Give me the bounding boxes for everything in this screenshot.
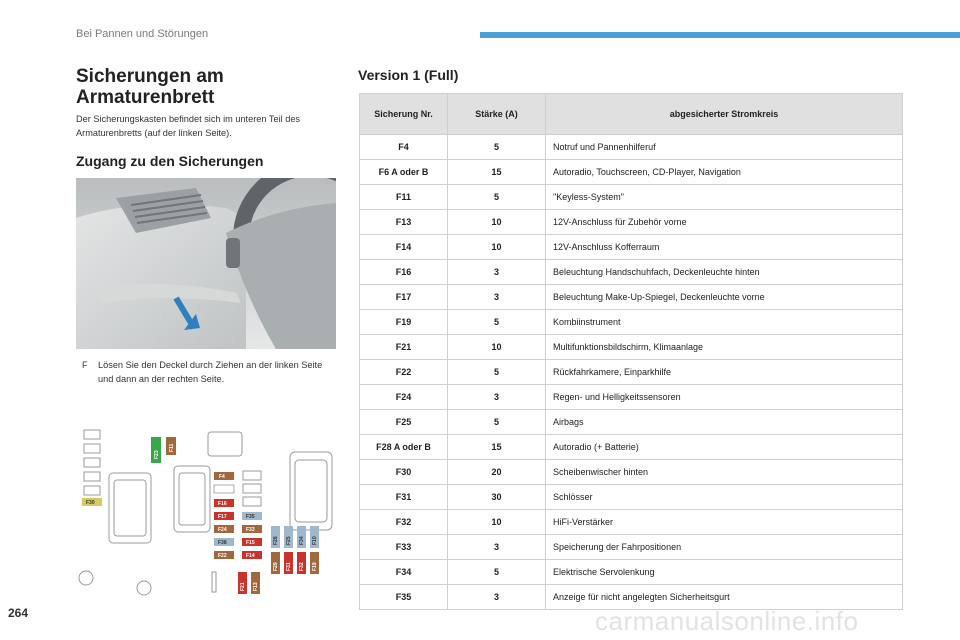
table-row	[360, 360, 903, 385]
fuse-label: F38	[218, 540, 227, 546]
section-header: Bei Pannen und Störungen	[76, 28, 209, 40]
fuse-label: F15	[246, 540, 255, 546]
col-header-nr: Sicherung Nr.	[360, 94, 448, 135]
table-row	[360, 435, 903, 460]
fuse-circuit: "Keyless-System"	[546, 185, 903, 210]
fuse-circuit: Autoradio (+ Batterie)	[546, 435, 903, 460]
fuse-circuit: Airbags	[546, 410, 903, 435]
table-row	[360, 260, 903, 285]
fuse-nr: F22	[360, 360, 448, 385]
fuse-amps: 3	[448, 285, 546, 310]
intro-text: Der Sicherungskasten befindet sich im unteren Teil des Armaturenbretts (auf der linken Seite).	[76, 114, 301, 138]
table-row	[360, 135, 903, 160]
fuse-label: F28	[273, 536, 279, 545]
table-row	[360, 385, 903, 410]
fuse-nr: F16	[360, 260, 448, 285]
fuse-label: F32	[299, 562, 305, 571]
fuse-amps: 5	[448, 410, 546, 435]
fuse-amps: 10	[448, 335, 546, 360]
fuse-circuit: Elektrische Servolenkung	[546, 560, 903, 585]
fuse-amps: 3	[448, 260, 546, 285]
fuse-label: F14	[246, 553, 255, 559]
fuse-nr: F34	[360, 560, 448, 585]
fuse-nr: F30	[360, 460, 448, 485]
fuse-nr: F11	[360, 185, 448, 210]
fuse-amps: 15	[448, 160, 546, 185]
table-header-row	[360, 94, 903, 135]
fuse-label: F21	[240, 582, 246, 591]
section-subtitle: Zugang zu den Sicherungen	[76, 153, 264, 169]
fuse-circuit: Anzeige für nicht angelegten Sicherheitsgurt	[546, 585, 903, 610]
table-row	[360, 535, 903, 560]
instruction-bullet	[76, 358, 338, 386]
table-row	[360, 410, 903, 435]
fuse-nr: F4	[360, 135, 448, 160]
fuse-circuit: Rückfahrkamere, Einparkhilfe	[546, 360, 903, 385]
fuse-nr: F24	[360, 385, 448, 410]
page-title: Sicherungen am Armaturenbrett	[76, 66, 224, 108]
fuse-circuit: 12V-Anschluss Kofferraum	[546, 235, 903, 260]
fuse-label: F17	[218, 514, 227, 520]
dashboard-photo	[76, 178, 336, 349]
fuse-nr: F32	[360, 510, 448, 535]
fuse-label: F30	[86, 500, 95, 506]
fuse-nr: F33	[360, 535, 448, 560]
fuse-nr: F6 A oder B	[360, 160, 448, 185]
table-row	[360, 335, 903, 360]
table-row	[360, 210, 903, 235]
fuse-amps: 10	[448, 510, 546, 535]
fuse-nr: F31	[360, 485, 448, 510]
version-title: Version 1 (Full)	[358, 67, 459, 83]
fuse-circuit: HiFi-Verstärker	[546, 510, 903, 535]
fuse-circuit: Beleuchtung Handschuhfach, Deckenleuchte hinten	[546, 260, 903, 285]
fuse-amps: 20	[448, 460, 546, 485]
fuse-amps: 5	[448, 360, 546, 385]
fuse-nr: F14	[360, 235, 448, 260]
fuse-amps: 3	[448, 585, 546, 610]
page-number: 264	[8, 606, 29, 620]
bullet-marker: F	[82, 360, 88, 370]
fuse-label: F33	[246, 527, 255, 533]
fuse-circuit: Beleuchtung Make-Up-Spiegel, Deckenleuchte vorne	[546, 285, 903, 310]
table-row	[360, 460, 903, 485]
fuse-amps: 30	[448, 485, 546, 510]
fuse-label: F24	[218, 527, 227, 533]
fuse-nr: F17	[360, 285, 448, 310]
fuse-label: F25	[286, 536, 292, 545]
fuse-circuit: Schlösser	[546, 485, 903, 510]
fuse-amps: 5	[448, 135, 546, 160]
table-row	[360, 235, 903, 260]
fuse-nr: F19	[360, 310, 448, 335]
fuse-amps: 3	[448, 535, 546, 560]
fuse-circuit: Kombiinstrument	[546, 310, 903, 335]
fuse-circuit: Autoradio, Touchscreen, CD-Player, Navigation	[546, 160, 903, 185]
fuse-circuit: Notruf und Pannenhilferuf	[546, 135, 903, 160]
table-row	[360, 160, 903, 185]
fuse-amps: 15	[448, 435, 546, 460]
col-header-amps: Stärke (A)	[448, 94, 546, 135]
table-row	[360, 560, 903, 585]
table-row	[360, 185, 903, 210]
instruction-text: Lösen Sie den Deckel durch Ziehen an der linken Seite und dann an der rechten Seite.	[98, 360, 323, 384]
fuse-label: F22	[218, 553, 227, 559]
fuse-circuit: Scheibenwischer hinten	[546, 460, 903, 485]
fuse-circuit: Regen- und Helligkeitssensoren	[546, 385, 903, 410]
fuse-amps: 10	[448, 210, 546, 235]
fuse-amps: 10	[448, 235, 546, 260]
fuse-circuit: Speicherung der Fahrpositionen	[546, 535, 903, 560]
fuse-box-diagram	[76, 418, 346, 598]
fuse-label: F16	[218, 501, 227, 507]
fuse-label: F10	[312, 536, 318, 545]
table-row	[360, 310, 903, 335]
col-header-circuit: abgesicherter Stromkreis	[546, 94, 903, 135]
fuse-nr: F35	[360, 585, 448, 610]
fuse-label: F4	[219, 474, 225, 480]
fuse-amps: 3	[448, 385, 546, 410]
fuse-nr: F21	[360, 335, 448, 360]
table-row	[360, 285, 903, 310]
fuse-nr: F13	[360, 210, 448, 235]
fuse-label: F34	[299, 536, 305, 545]
table-row	[360, 510, 903, 535]
fuse-label: F29	[273, 562, 279, 571]
fuse-label: F19	[312, 562, 318, 571]
table-row	[360, 485, 903, 510]
fuse-amps: 5	[448, 310, 546, 335]
fuse-label: F31	[286, 562, 292, 571]
fuse-label: F13	[253, 582, 259, 591]
fuse-nr: F25	[360, 410, 448, 435]
fuse-label: F11	[169, 443, 175, 452]
fuse-amps: 5	[448, 560, 546, 585]
fuse-table	[359, 93, 903, 610]
fuse-label: F35	[246, 514, 255, 520]
watermark: carmanualsonline.info	[595, 606, 859, 636]
header-accent-bar	[480, 32, 960, 38]
fuse-circuit: Multifunktionsbildschirm, Klimaanlage	[546, 335, 903, 360]
fuse-amps: 5	[448, 185, 546, 210]
fuse-nr: F28 A oder B	[360, 435, 448, 460]
fuse-label: F23	[154, 450, 160, 459]
fuse-circuit: 12V-Anschluss für Zubehör vorne	[546, 210, 903, 235]
